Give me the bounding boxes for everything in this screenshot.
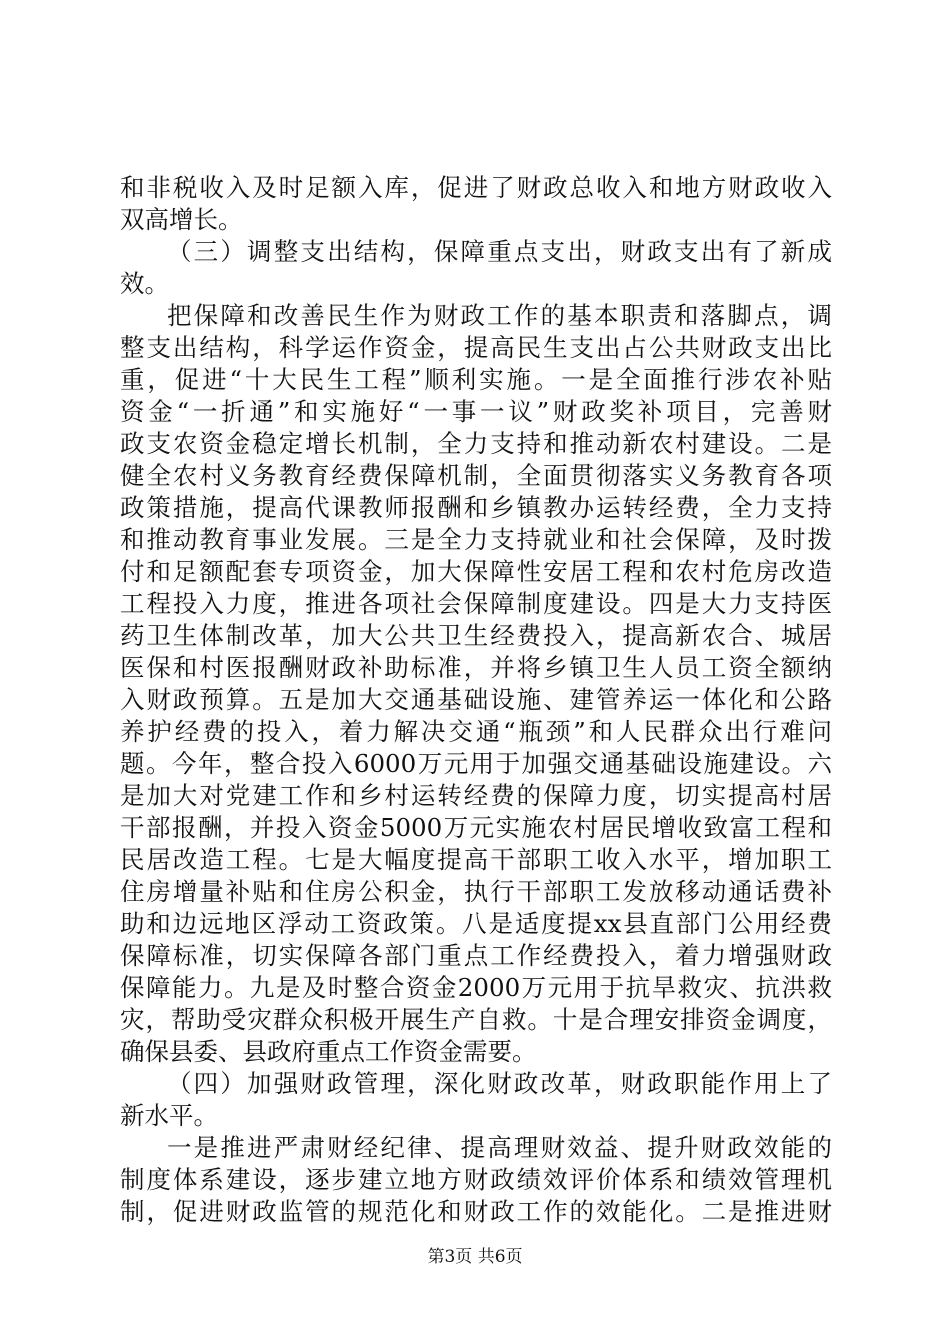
text-line: 工程投入力度，推进各项社会保障制度建设。四是大力支持医 (120, 589, 832, 618)
text-line: 政策措施，提高代课教师报酬和乡镇教办运转经费，全力支持 (120, 493, 832, 522)
text-line: 一是推进严肃财经纪律、提高理财效益、提升财政效能的 (167, 1133, 832, 1162)
text-line: 灾，帮助受灾群众积极开展生产自救。十是合理安排资金调度， (120, 1005, 832, 1034)
text-line: 制度体系建设，逐步建立地方财政绩效评价体系和绩效管理机 (120, 1165, 832, 1194)
text-line: 制，促进财政监管的规范化和财政工作的效能化。二是推进财 (120, 1197, 832, 1226)
text-line: 确保县委、县政府重点工作资金需要。 (120, 1037, 537, 1066)
page-footer: 第3页 共6页 (427, 1247, 523, 1267)
text-line: （四）加强财政管理，深化财政改革，财政职能作用上了 (167, 1069, 832, 1098)
text-line: 医保和村医报酬财政补助标准，并将乡镇卫生人员工资全额纳 (120, 653, 832, 682)
text-line: （三）调整支出结构，保障重点支出，财政支出有了新成 (167, 237, 832, 266)
text-line: 和推动教育事业发展。三是全力支持就业和社会保障，及时拨 (120, 525, 832, 554)
text-line: 药卫生体制改革，加大公共卫生经费投入，提高新农合、城居 (120, 621, 832, 650)
text-line: 效。 (120, 269, 169, 298)
document-body (120, 172, 832, 1228)
text-line: 新水平。 (120, 1101, 218, 1130)
text-line: 把保障和改善民生作为财政工作的基本职责和落脚点，调 (167, 301, 832, 330)
text-line: 保障能力。九是及时整合资金2000万元用于抗旱救灾、抗洪救 (120, 973, 832, 1002)
text-line: 整支出结构，科学运作资金，提高民生支出占公共财政支出比 (120, 333, 832, 362)
text-line: 健全农村义务教育经费保障机制，全面贯彻落实义务教育各项 (120, 461, 832, 490)
text-line: 资金“一折通”和实施好“一事一议”财政奖补项目，完善财 (120, 397, 832, 426)
text-line: 助和边远地区浮动工资政策。八是适度提xx县直部门公用经费 (120, 909, 832, 938)
text-line: 干部报酬，并投入资金5000万元实施农村居民增收致富工程和 (120, 813, 832, 842)
text-line: 保障标准，切实保障各部门重点工作经费投入，着力增强财政 (120, 941, 832, 970)
text-line: 养护经费的投入，着力解决交通“瓶颈”和人民群众出行难问 (120, 717, 832, 746)
text-line: 住房增量补贴和住房公积金，执行干部职工发放移动通话费补 (120, 877, 832, 906)
text-line: 民居改造工程。七是大幅度提高干部职工收入水平，增加职工 (120, 845, 832, 874)
text-line: 是加大对党建工作和乡村运转经费的保障力度，切实提高村居 (120, 781, 832, 810)
text-line: 付和足额配套专项资金，加大保障性安居工程和农村危房改造 (120, 557, 832, 586)
text-line: 重，促进“十大民生工程”顺利实施。一是全面推行涉农补贴 (120, 365, 832, 394)
text-line: 和非税收入及时足额入库，促进了财政总收入和地方财政收入 (120, 173, 832, 202)
text-line: 入财政预算。五是加大交通基础设施、建管养运一体化和公路 (120, 685, 832, 714)
text-line: 题。今年，整合投入6000万元用于加强交通基础设施建设。六 (120, 749, 832, 778)
text-line: 政支农资金稳定增长机制，全力支持和推动新农村建设。二是 (120, 429, 832, 458)
text-line: 双高增长。 (120, 205, 243, 234)
